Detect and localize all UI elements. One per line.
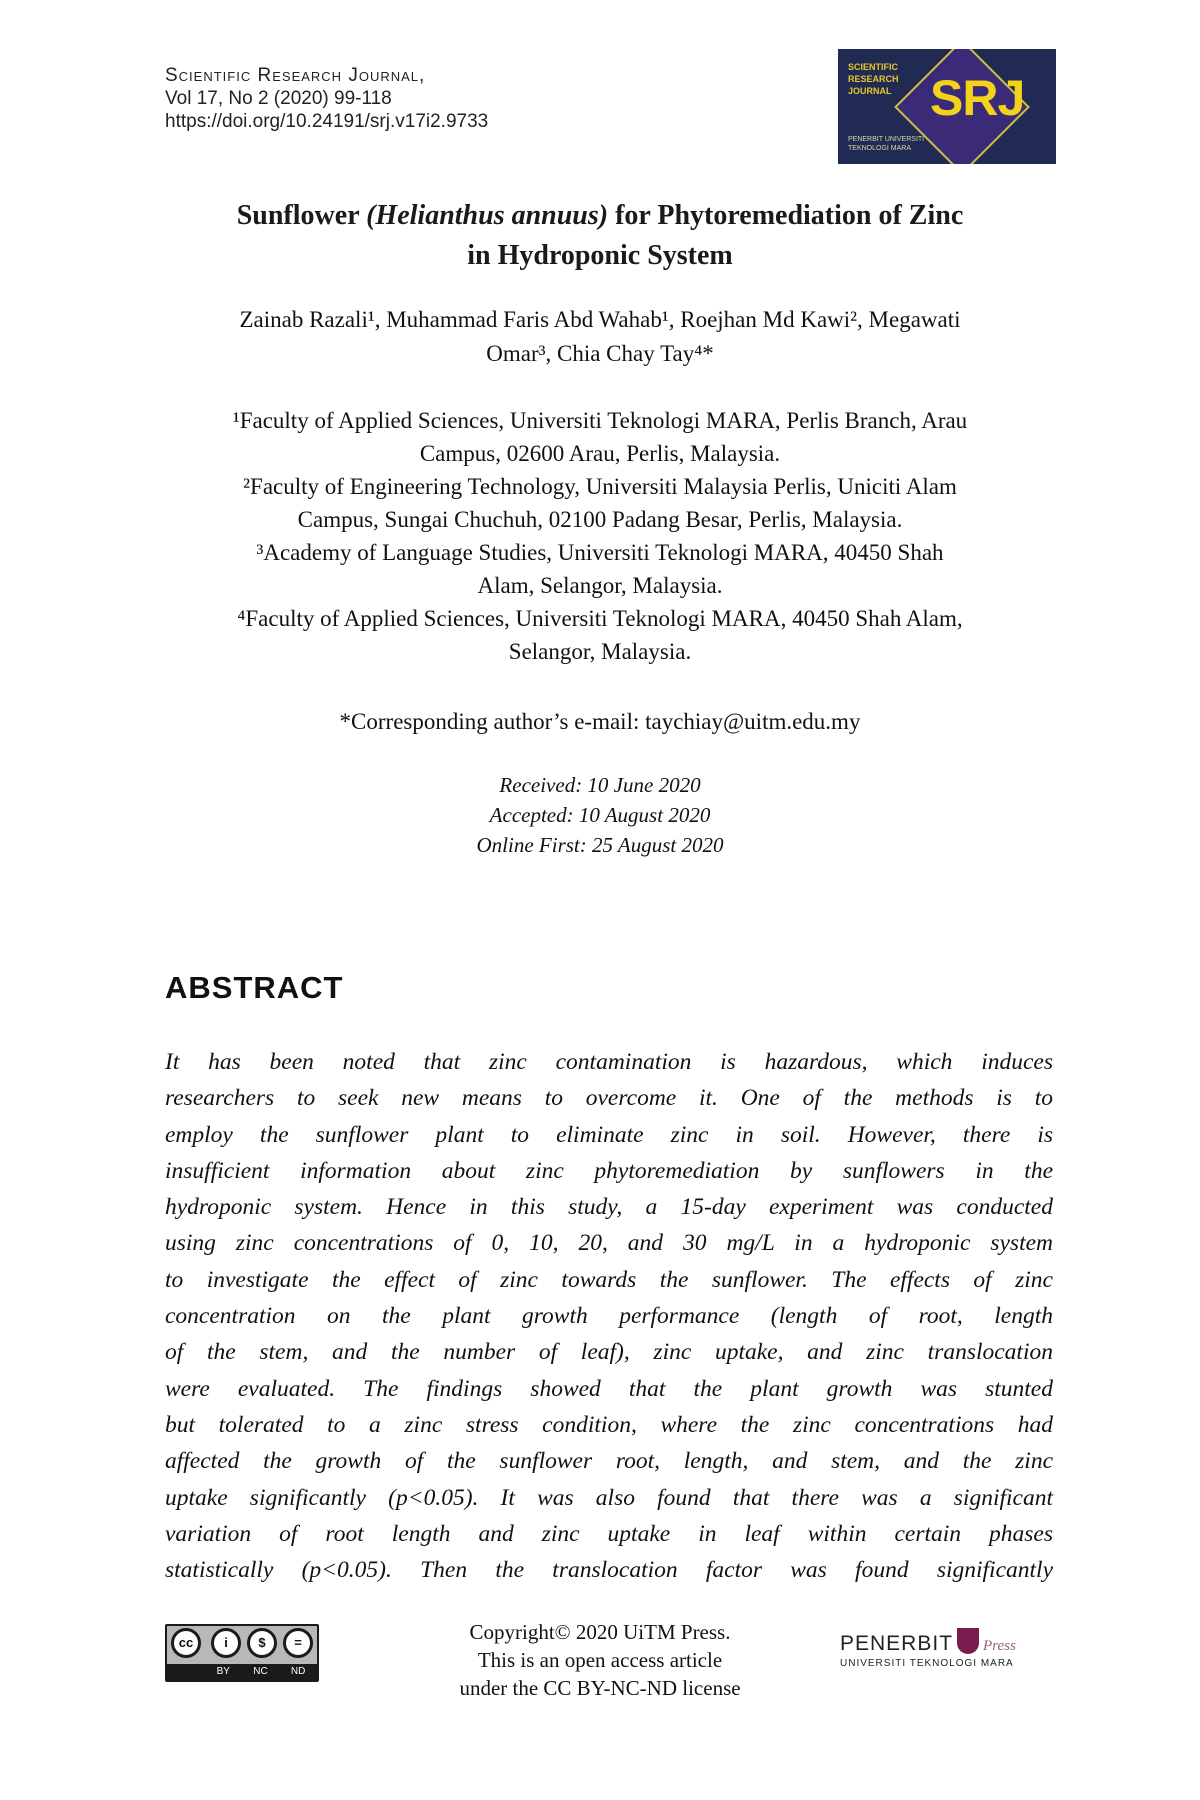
copyright-line: This is an open access article: [477, 1648, 723, 1672]
affiliation-line: Selangor, Malaysia.: [508, 639, 692, 664]
online-date: Online First: 25 August 2020: [476, 833, 724, 857]
logo-text: SRJ: [930, 70, 1025, 126]
cc-labels: [205, 1666, 317, 1677]
journal-volume: Vol 17, No 2 (2020) 99-118: [165, 88, 392, 109]
abstract-heading: ABSTRACT: [165, 970, 344, 1005]
abstract-line: hydroponic system. Hence in this study, a 15-day experiment was conducted: [165, 1194, 1053, 1221]
title-post: for Phytoremediation of Zinc: [608, 200, 964, 231]
affiliation-line: ⁴Faculty of Applied Sciences, Universiti Teknologi MARA, 40450 Shah Alam,: [237, 606, 963, 631]
abstract-line: statistically (p<0.05). Then the translocation factor was found significantly: [165, 1557, 1053, 1584]
journal-header: [165, 64, 725, 133]
cc-label-by: BY: [216, 1666, 230, 1677]
publisher-name: PENERBIT: [840, 1632, 954, 1655]
srj-logo: [838, 49, 1056, 164]
abstract-line: uptake significantly (p<0.05). It was also found that there was a significant: [165, 1484, 1053, 1511]
abstract-line: using zinc concentrations of 0, 10, 20, and 30 mg/L in a hydroponic system: [165, 1230, 1053, 1257]
copyright-notice: [420, 1618, 780, 1702]
cc-label-nd: ND: [290, 1666, 306, 1677]
email-text[interactable]: *Corresponding author’s e-mail: taychiay@uitm.edu.my: [339, 709, 861, 734]
title-line2: in Hydroponic System: [467, 240, 733, 271]
abstract-line: researchers to seek new means to overcome it. One of the methods is to: [165, 1085, 1053, 1112]
title-italic: (Helianthus annuus): [366, 200, 609, 231]
title-pre: Sunflower: [236, 200, 367, 231]
abstract-line: insufficient information about zinc phytoremediation by sunflowers in the: [165, 1157, 1053, 1184]
abstract-line: variation of root length and zinc uptake in leaf within certain phases: [165, 1520, 1053, 1547]
university-name: UNIVERSITI TEKNOLOGI MARA: [840, 1658, 1014, 1669]
abstract-line: concentration on the plant growth performance (length of root, length: [165, 1303, 1053, 1330]
paper-title: [140, 196, 1060, 276]
publisher-script: Press: [983, 1638, 1016, 1654]
abstract-line: employ the sunflower plant to eliminate zinc in soil. However, there is: [165, 1121, 1053, 1148]
affiliation-line: Campus, Sungai Chuchuh, 02100 Padang Besar, Perlis, Malaysia.: [297, 507, 903, 532]
publisher-logo: [840, 1628, 1060, 1669]
author-list: [140, 303, 1060, 371]
affiliation-line: Campus, 02600 Arau, Perlis, Malaysia.: [419, 441, 781, 466]
abstract-line: It has been noted that zinc contamination is hazardous, which induces: [165, 1049, 1053, 1075]
cc-label-nc: NC: [253, 1666, 268, 1677]
publication-dates: [140, 770, 1060, 860]
copyright-line: under the CC BY-NC-ND license: [459, 1676, 741, 1700]
authors-line: Zainab Razali¹, Muhammad Faris Abd Wahab¹, Roejhan Md Kawi², Megawati: [239, 307, 961, 332]
nc-dollar-icon: $: [247, 1628, 277, 1658]
logo-subtext: PENERBIT UNIVERSITI TEKNOLOGI MARA: [848, 136, 925, 152]
abstract-line: of the stem, and the number of leaf), zinc uptake, and zinc translocation: [165, 1339, 1053, 1366]
journal-name: Scientific Research Journal,: [165, 65, 426, 86]
journal-doi-link[interactable]: https://doi.org/10.24191/srj.v17i2.9733: [165, 111, 489, 132]
copyright-line: Copyright© 2020 UiTM Press.: [469, 1620, 731, 1644]
abstract-body: [165, 1044, 1053, 1588]
received-date: Received: 10 June 2020: [499, 773, 701, 797]
affiliation-line: Alam, Selangor, Malaysia.: [477, 573, 723, 598]
abstract-line: but tolerated to a zinc stress condition, where the zinc concentrations had: [165, 1411, 1053, 1438]
abstract-line: affected the growth of the sunflower root, length, and stem, and the zinc: [165, 1448, 1053, 1475]
affiliation-line: ²Faculty of Engineering Technology, Universiti Malaysia Perlis, Uniciti Alam: [243, 474, 957, 499]
corresponding-email: [140, 707, 1060, 737]
accepted-date: Accepted: 10 August 2020: [489, 803, 711, 827]
by-person-icon: i: [211, 1628, 241, 1658]
abstract-line: to investigate the effect of zinc towards the sunflower. The effects of zinc: [165, 1266, 1053, 1293]
affiliation-line: ¹Faculty of Applied Sciences, Universiti Teknologi MARA, Perlis Branch, Arau: [232, 408, 968, 433]
authors-line: Omar³, Chia Chay Tay⁴*: [486, 341, 714, 366]
cc-license-badge[interactable]: [165, 1624, 319, 1682]
nd-equals-icon: =: [283, 1628, 313, 1658]
abstract-line: were evaluated. The findings showed that the plant growth was stunted: [165, 1375, 1053, 1402]
affiliation-line: ³Academy of Language Studies, Universiti Teknologi MARA, 40450 Shah: [256, 540, 944, 565]
affiliations: [140, 404, 1060, 668]
cc-icon: cc: [171, 1628, 201, 1658]
crest-icon: [957, 1628, 979, 1654]
logo-tagline: SCIENTIFIC RESEARCH JOURNAL: [848, 62, 899, 96]
